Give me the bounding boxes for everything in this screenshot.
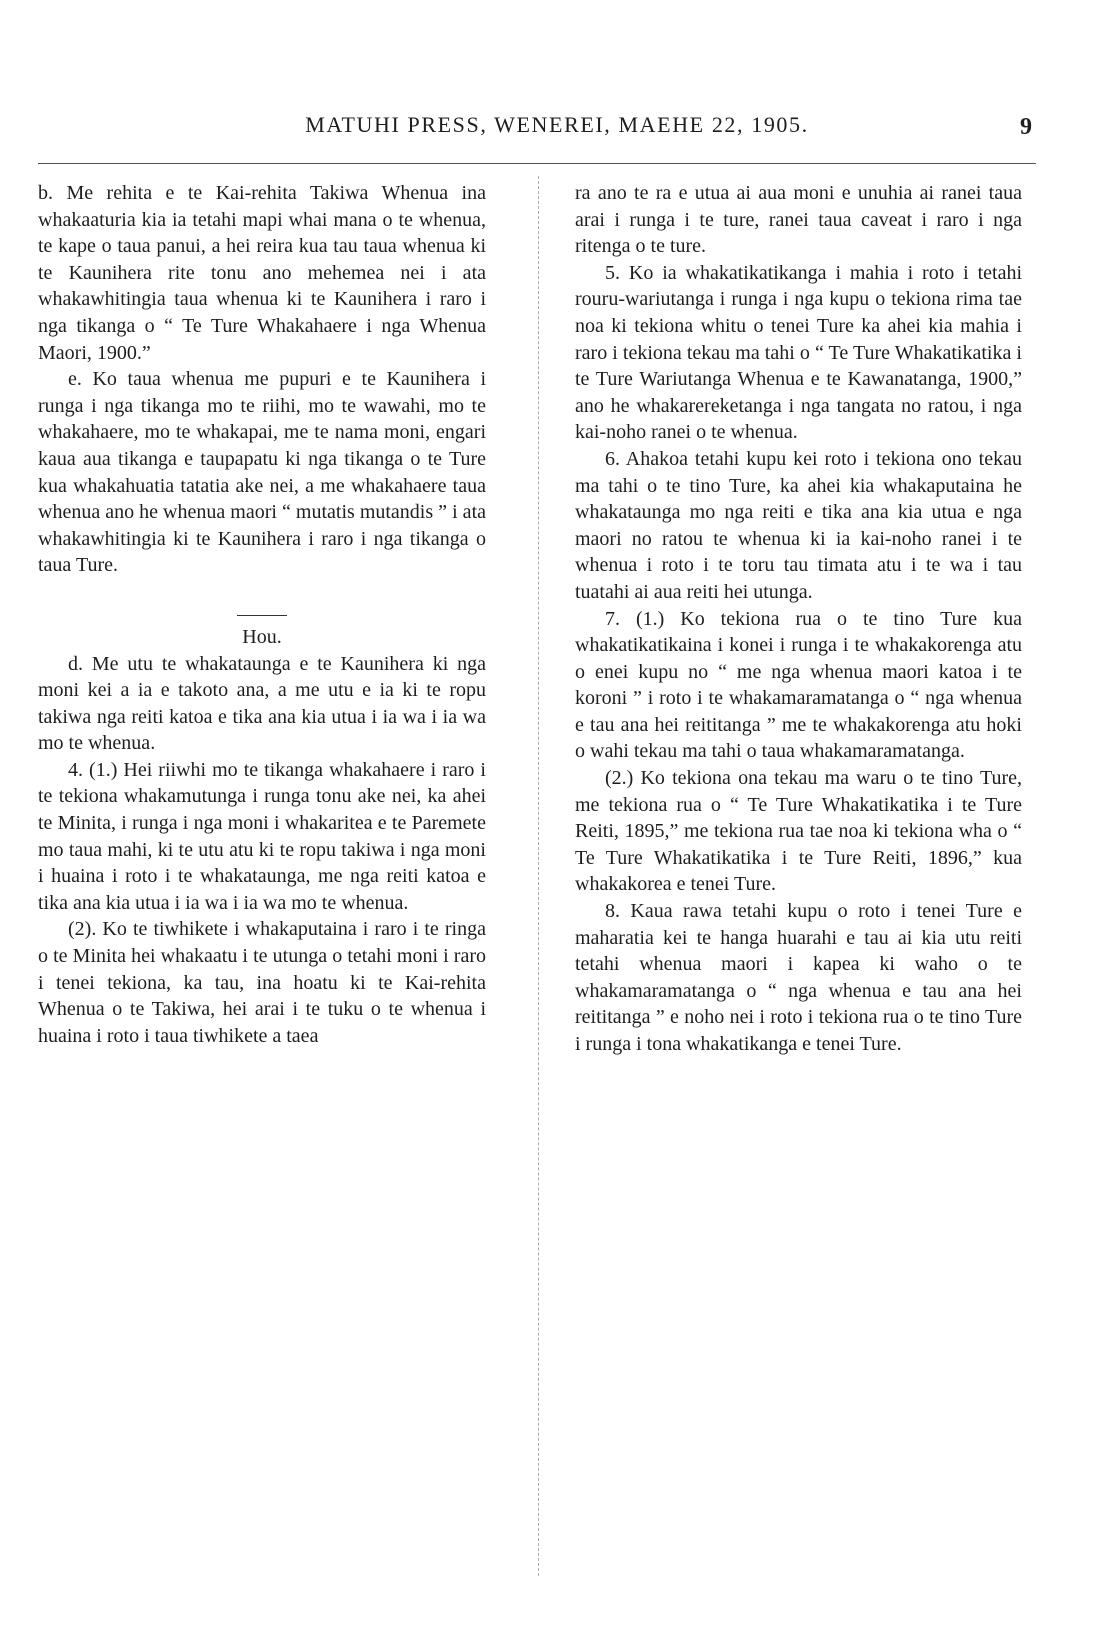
- page-number: 9: [1020, 114, 1032, 140]
- left-column: [38, 180, 486, 1049]
- paragraph-7-1: 7. (1.) Ko tekiona rua o te tino Ture kua whakatikatikaina i konei i runga i te whakakorenga atu o enei kupu no “ me nga whenua maori katoa i te koroni ” i roto i te whakamaramatanga o “ nga whenua e tau ana hei reititanga ” me te whakakorenga atu hoki o wahi tekau ma tahi o taua whakamaramatanga.: [575, 607, 1022, 763]
- paragraph-d: d. Me utu te whakataunga e te Kaunihera ki nga moni kei a ia e takoto ana, a me utu e ia ki te ropu takiwa nga reiti katoa e tika ana kia utua i ia wa i ia wa mo te whenua.: [38, 652, 486, 755]
- column-divider: [538, 176, 539, 1576]
- paragraph-6: 6. Ahakoa tetahi kupu kei roto i tekiona ono tekau ma tahi o te tino Ture, ka ahei kia whakaputaina he whakataunga mo nga reiti e tika ana kia utua e nga maori no ratou te whenua ki ia kai-noho ranei i te whenua i roto i te toru tau timata atu i te wa i tau tuatahi ai aua reiti hei utunga.: [575, 447, 1022, 603]
- section-heading: Hou.: [242, 625, 282, 648]
- paragraph-e: e. Ko taua whenua me pupuri e te Kaunihera i runga i nga tikanga mo te riihi, mo te wawahi, mo te whakahaere, mo te whakapai, me te nama moni, engari kaua aua tikanga e taupapatu ki nga tikanga o te Ture kua whakahuatia tatatia ake nei, a me whakahaere taua whenua ano he whenua maori “ mutatis mutandis ” i ata whakawhitingia ki te Kaunihera i raro i nga tikanga o taua Ture.: [38, 368, 486, 577]
- page-header: [0, 112, 1114, 152]
- running-title: MATUHI PRESS, WENEREI, MAEHE 22, 1905.: [305, 112, 809, 137]
- right-column: [575, 180, 1022, 1058]
- paragraph-continued: ra ano te ra e utua ai aua moni e unuhia ai ranei taua arai i runga i te ture, ranei taua caveat i raro i nga ritenga o te ture.: [575, 182, 1022, 258]
- paragraph-4-2: (2). Ko te tiwhikete i whakaputaina i raro i te ringa o te Minita hei whakaatu i te utunga o tetahi moni i raro i tenei tekiona, ka tau, ina hoatu ki te Kai-rehita Whenua o te Takiwa, hei arai i te tuku o te whenua i huaina i roto i taua tiwhikete a taea: [38, 918, 486, 1047]
- paragraph-7-2: (2.) Ko tekiona ona tekau ma waru o te tino Ture, me tekiona rua o “ Te Ture Whakatikatika i te Ture Reiti, 1895,” me tekiona rua tae noa ki tekiona wha o “ Te Ture Whakatikatika i te Ture Reiti, 1896,” kua whakakorea e tenei Ture.: [575, 767, 1022, 896]
- section-rule: [237, 615, 287, 616]
- header-rule: [38, 163, 1036, 164]
- paragraph-4-1: 4. (1.) Hei riiwhi mo te tikanga whakahaere i raro i te tekiona whakamutunga i runga tonu ake nei, ka ahei te Minita, i runga i nga moni i whakaritea e te Paremete mo taua mahi, ki te utu atu ki te ropu takiwa i nga moni i huaina i roto i te whakataunga, me nga reiti katoa e tika ana kia utua i ia wa i ia wa mo te whenua.: [38, 758, 486, 914]
- paragraph-5: 5. Ko ia whakatikatikanga i mahia i roto i tetahi rouru-wariutanga i runga i nga kupu o tekiona rima tae noa ki tekiona whitu o tenei Ture ka ahei kia mahia i raro i tekiona tekau ma tahi o “ Te Ture Whakatikatika i te Ture Wariutanga Whenua e te Kawanatanga, 1900,” ano he whakarereketanga i nga tangata no ratou, i nga kai-noho ranei o te whenua.: [575, 261, 1022, 444]
- paragraph-8: 8. Kaua rawa tetahi kupu o roto i tenei Ture e maharatia kei te hanga huarahi e tau ai kia utu reiti tetahi whenua maori i kapea ki waho o te whakamaramatanga o “ nga whenua e tau ana hei reititanga ” e noho nei i roto i tekiona rua o te tino Ture i runga i tona whakatikanga e tenei Ture.: [575, 900, 1022, 1055]
- paragraph-b: b. Me rehita e te Kai-rehita Takiwa Whenua ina whakaaturia kia ia tetahi mapi whai mana o te whenua, te kape o taua panui, a hei reira kua tau taua whenua ki te Kaunihera rite tonu ano mehemea nei i ata whakawhitingia taua whenua ki te Kaunihera i raro i nga tikanga o “ Te Ture Whakahaere i nga Whenua Maori, 1900.”: [38, 182, 486, 364]
